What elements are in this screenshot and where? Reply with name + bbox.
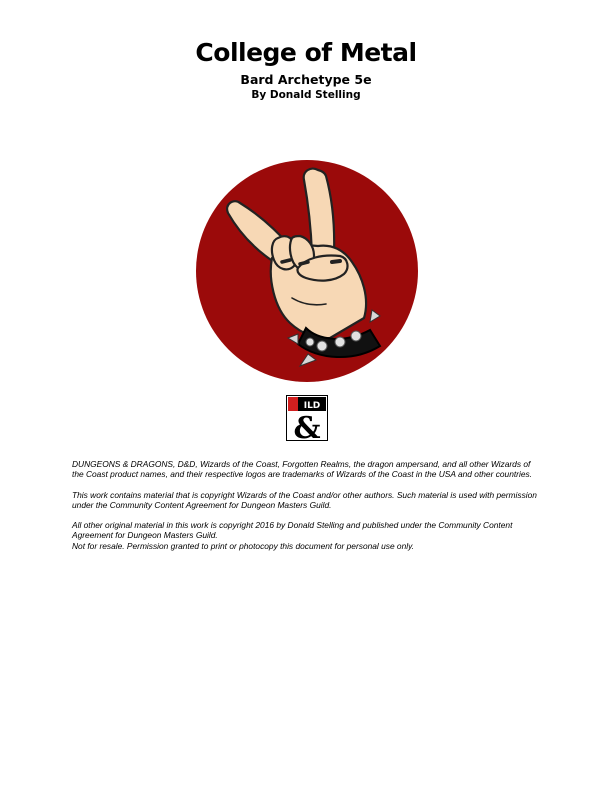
resale-paragraph: Not for resale. Permission granted to print or photocopy this document for personal use only. <box>72 540 414 551</box>
document-subtitle: Bard Archetype 5e <box>240 72 372 87</box>
legal-notice <box>72 459 542 551</box>
metal-horns-hand-icon <box>194 158 420 384</box>
dungeon-masters-guild-logo <box>286 395 328 441</box>
trademark-paragraph: DUNGEONS & DRAGONS, D&D, Wizards of the Coast, Forgotten Realms, the dragon ampersand, and all other Wizards of the Coast product names, and their respective logos are trademarks of Wizards of the Coast in the USA and other countries. <box>72 459 533 480</box>
svg-text:&: & <box>293 411 321 441</box>
svg-text:ILD: ILD <box>303 401 321 411</box>
copyright-wotc-paragraph: This work contains material that is copyright Wizards of the Coast and/or other authors. Such material is used with permission under the Community Content Agreement for Dungeon Masters Guild. <box>72 489 537 510</box>
document-title: College of Metal <box>195 38 417 67</box>
copyright-author-paragraph: All other original material in this work is copyright 2016 by Donald Stelling and published under the Community Content Agreement for Dungeon Masters Guild. <box>72 520 513 541</box>
author-byline: By Donald Stelling <box>251 89 361 101</box>
